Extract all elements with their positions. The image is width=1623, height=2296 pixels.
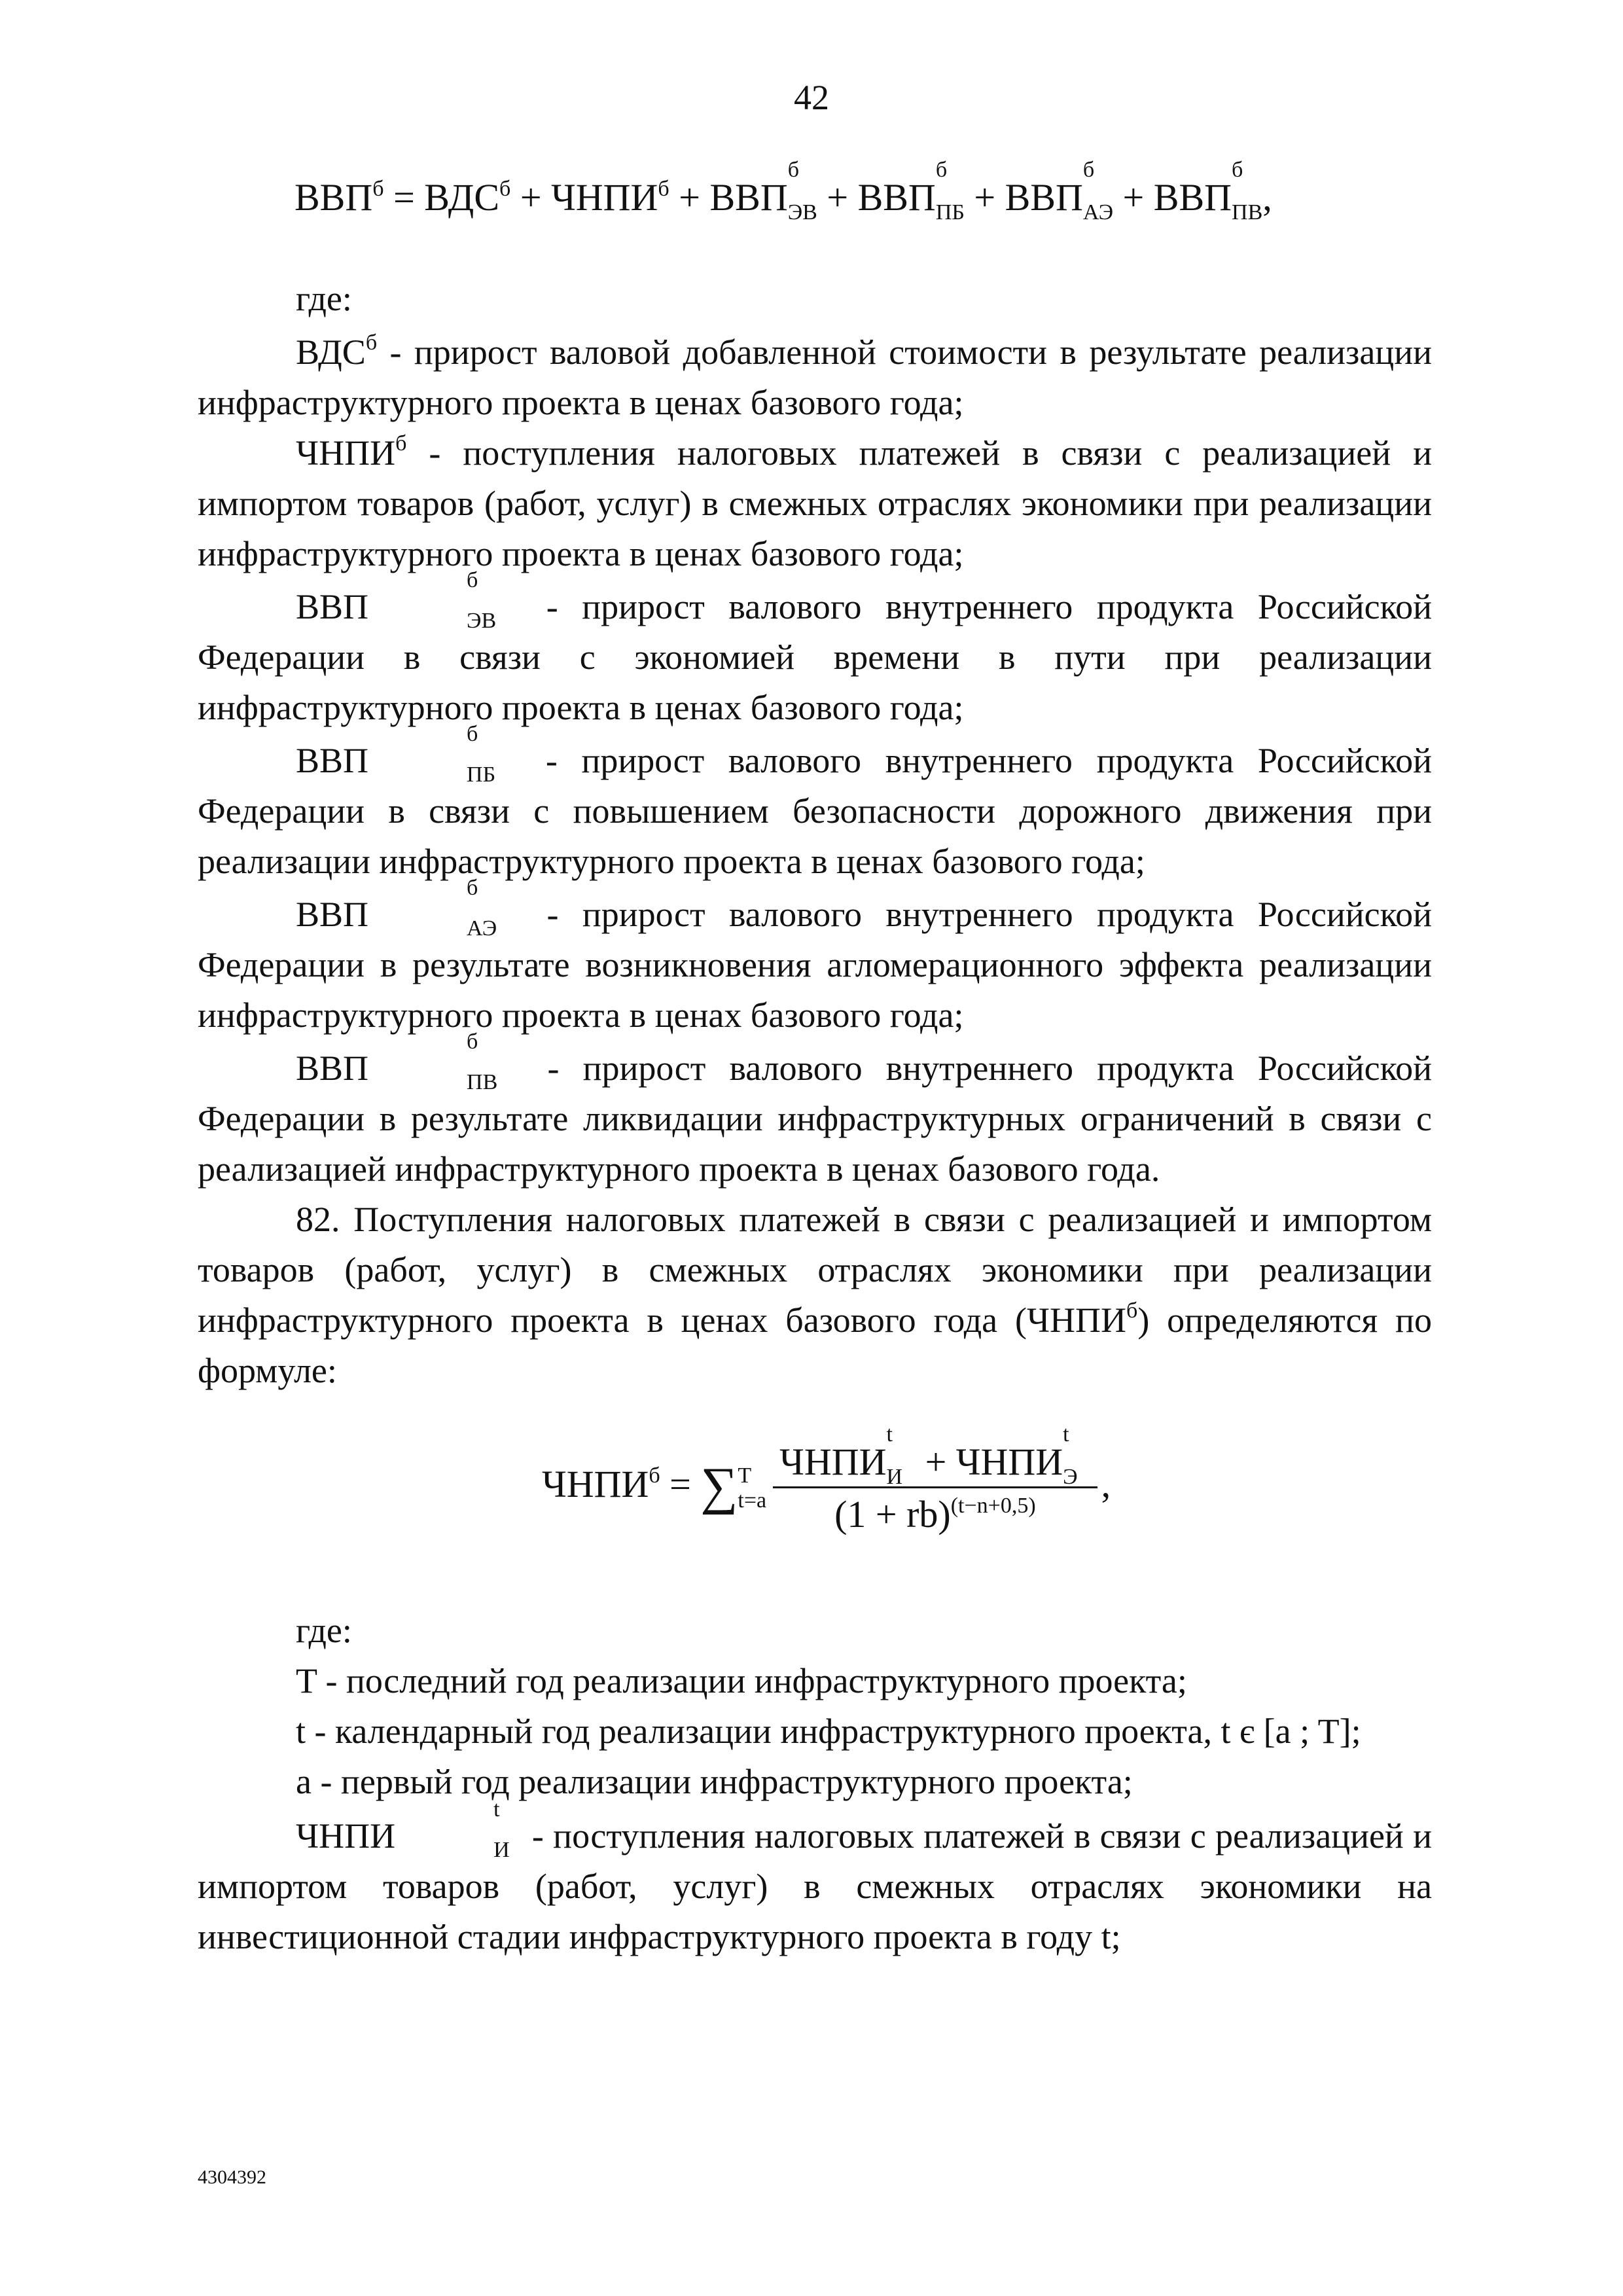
document-id: 4304392 — [198, 2166, 266, 2188]
formula-gdp-lhs: ВВП — [294, 176, 373, 219]
definition-item: ВВП б $_{АЭ}$ - прирост валового внутреннего продукта Российской Федерации в результате возникновения агломерационного эффекта реализации инфраструктурного проекта в ценах базового года; — [198, 876, 1432, 1035]
definition-item: ВВП б $_{ПБ}$ - прирост валового внутреннего продукта Российской Федерации в связи с повышением безопасности дорожного движения при реализации инфраструктурного проекта в ценах базового года; — [198, 722, 1432, 881]
where-label-1: где: — [296, 279, 352, 318]
definition-item: a - первый год реализации инфраструктурного проекта; — [296, 1762, 1133, 1801]
sum-sign: ∑ — [700, 1457, 738, 1515]
definitions-1 — [198, 327, 1432, 1396]
definitions-2 — [198, 1656, 1432, 1962]
sum-limits: T t=a — [738, 1463, 767, 1513]
definition-item: ЧНПИ t $_И$ - поступления налоговых платежей в связи с реализацией и импортом товаров (работ, услуг) в смежных отраслях экономики на инвестиционной стадии инфраструктурного проекта в году t; — [198, 1797, 1432, 1956]
definition-item: ВВП б $_{ПВ}$ - прирост валового внутреннего продукта Российской Федерации в результате ликвидации инфраструктурных ограничений в связи с реализацией инфраструктурного проекта в ценах базового года. — [198, 1030, 1432, 1189]
formula-term: ВВП — [1153, 176, 1232, 219]
formula-gdp: $ВВП^б = ВДС^б$ + $ЧНПИ^б$ + ВВП б $_{ЭВ}$ + ВВП б $_{ПБ}$ + ВВП б $_{АЭ}$ + ВВП б $_{ПВ}$, — [294, 158, 1272, 224]
definition-item: ВВП б $_{ЭВ}$ - прирост валового внутреннего продукта Российской Федерации в связи с экономией времени в пути при реализации инфраструктурного проекта в ценах базового года; — [198, 568, 1432, 727]
formula-tax: $ЧНПИ^б = \sum T$ t=a ЧНПИ t $_И$ + ЧНПИ t $_Э$ (1 + rb)$^{(t-n+0,5)}$ , — [542, 1422, 1111, 1535]
formula-term: ВВП — [1005, 176, 1083, 219]
formula-term: ВВП — [857, 176, 936, 219]
where-label-2: где: — [296, 1611, 352, 1650]
definition-item: T - последний год реализации инфраструктурного проекта; — [296, 1661, 1187, 1700]
fraction-denominator: (1 + rb)$^{(t-n+0,5)}$ — [834, 1493, 1036, 1535]
definition-item: $ЧНПИ^б$ - поступления налоговых платежей в связи с реализацией и импортом товаров (работ, услуг) в смежных отраслях экономики при реализации инфраструктурного проекта в ценах базового года; — [198, 431, 1432, 573]
formula-term: ВДС — [424, 176, 500, 219]
formula-term: ЧНПИ — [551, 176, 658, 219]
page-number: 42 — [794, 78, 829, 117]
fraction-numerator: ЧНПИ t $_И$ + ЧНПИ t $_Э$ — [773, 1440, 1097, 1488]
item-82: 82. Поступления налоговых платежей в связи с реализацией и импортом товаров (работ, услуг) в смежных отраслях экономики при реализации инфраструктурного проекта в ценах базового года $(ЧНПИ^б)$ определяются по формуле: — [198, 1200, 1432, 1390]
definition-item: $ВДС^б$ - прирост валовой добавленной стоимости в результате реализации инфраструктурного проекта в ценах базового года; — [198, 331, 1432, 422]
formula-term: ВВП — [709, 176, 788, 219]
definition-item: t - календарный год реализации инфраструктурного проекта, t є [a ; T]; — [296, 1712, 1361, 1751]
